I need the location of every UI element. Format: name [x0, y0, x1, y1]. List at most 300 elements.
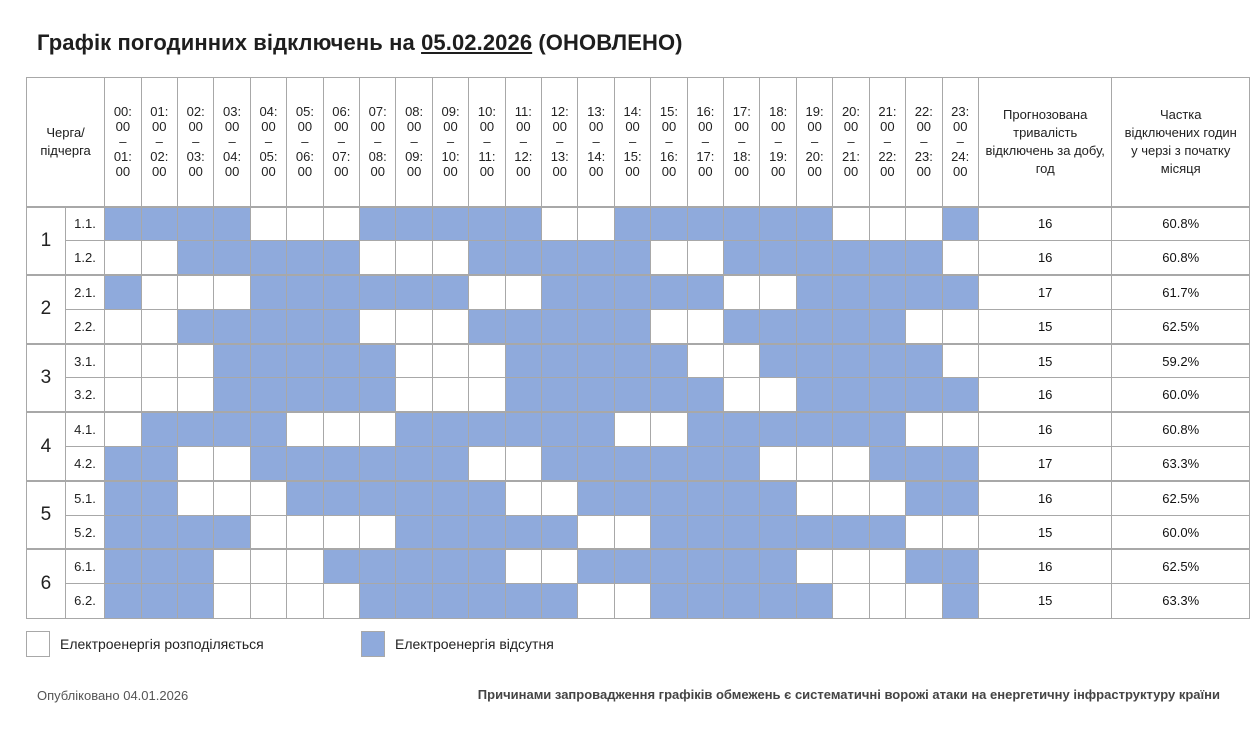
hour-cell-off: [396, 447, 432, 481]
hour-cell-off: [614, 309, 650, 343]
title-suffix: (ОНОВЛЕНО): [532, 30, 683, 55]
hour-cell-on: [141, 378, 177, 412]
share-value: 59.2%: [1112, 344, 1250, 378]
hour-from-m: 00: [479, 119, 495, 135]
table-row: [27, 447, 1250, 481]
hour-from-m: 00: [770, 119, 786, 135]
hour-cell-off: [942, 481, 978, 515]
share-value: 60.0%: [1112, 378, 1250, 412]
hour-to-h: 10:: [441, 149, 460, 165]
table-row: [27, 412, 1250, 446]
hour-cell-off: [651, 515, 687, 549]
hour-cell-on: [250, 207, 286, 241]
hour-cell-on: [505, 275, 541, 309]
hour-dash: –: [883, 134, 892, 150]
hour-cell-on: [833, 549, 869, 583]
hour-from-h: 02:: [186, 104, 205, 120]
hour-cell-on: [250, 549, 286, 583]
hour-to-m: 00: [588, 164, 604, 180]
hour-cell-on: [287, 207, 323, 241]
hour-cell-off: [396, 412, 432, 446]
hour-to-m: 00: [807, 164, 822, 180]
hour-cell-off: [614, 447, 650, 481]
hour-cell-on: [469, 447, 505, 481]
hour-cell-on: [432, 241, 468, 275]
hour-cell-on: [396, 378, 432, 412]
hour-cell-off: [432, 515, 468, 549]
hour-dash: –: [301, 134, 309, 150]
hour-cell-on: [578, 584, 614, 618]
hour-cell-on: [469, 344, 505, 378]
hour-dash: –: [337, 134, 345, 150]
hour-cell-off: [760, 412, 796, 446]
subqueue-label: 5.1.: [65, 481, 104, 515]
hour-cell-off: [432, 447, 468, 481]
share-header: Частка відключених годин у черзі з початку місяця: [1112, 78, 1250, 207]
hour-cell-off: [105, 275, 141, 309]
hour-from-m: 00: [152, 119, 167, 135]
hour-cell-off: [141, 584, 177, 618]
hour-cell-on: [578, 515, 614, 549]
hour-cell-off: [505, 378, 541, 412]
hour-cell-on: [360, 412, 396, 446]
hour-from-h: 14:: [623, 104, 642, 120]
hour-cell-off: [360, 378, 396, 412]
hour-from-h: 15:: [659, 104, 678, 120]
hour-cell-off: [942, 207, 978, 241]
hour-dash: –: [774, 134, 782, 150]
hour-cell-off: [651, 584, 687, 618]
hour-cell-off: [651, 344, 687, 378]
hour-header: [105, 78, 141, 207]
hour-cell-off: [687, 207, 723, 241]
hour-cell-off: [323, 481, 359, 515]
table-row: [27, 207, 1250, 241]
hour-cell-on: [177, 275, 213, 309]
hour-from-h: 18:: [769, 104, 788, 120]
hour-cell-off: [724, 241, 760, 275]
hour-to-h: 23:: [914, 149, 933, 165]
hour-cell-off: [250, 241, 286, 275]
hour-cell-off: [105, 549, 141, 583]
title-date: 05.02.2026: [421, 30, 533, 55]
hour-cell-off: [287, 481, 323, 515]
hour-cell-off: [469, 309, 505, 343]
table-row: [27, 378, 1250, 412]
hour-cell-on: [906, 515, 942, 549]
hour-cell-off: [141, 515, 177, 549]
hour-cell-off: [287, 447, 323, 481]
hour-cell-off: [469, 412, 505, 446]
hour-to-h: 22:: [878, 149, 897, 165]
queue-number: 1: [27, 207, 66, 276]
hour-cell-off: [578, 275, 614, 309]
hour-cell-on: [906, 584, 942, 618]
hour-cell-off: [250, 378, 286, 412]
duration-value: 16: [978, 549, 1112, 583]
hour-cell-off: [614, 344, 650, 378]
hour-cell-off: [250, 344, 286, 378]
schedule-body: [27, 207, 1250, 619]
share-value: 62.5%: [1112, 309, 1250, 343]
hour-cell-off: [724, 447, 760, 481]
hour-to-m: 00: [625, 164, 640, 180]
published-date: Опубліковано 04.01.2026: [37, 688, 189, 703]
hour-cell-on: [360, 241, 396, 275]
hour-header: [287, 78, 323, 207]
hour-cell-off: [578, 309, 614, 343]
hour-cell-off: [432, 207, 468, 241]
hour-header: [687, 78, 723, 207]
hour-header: [141, 78, 177, 207]
hour-cell-on: [360, 309, 396, 343]
subqueue-label: 2.1.: [65, 275, 104, 309]
hour-cell-off: [796, 378, 832, 412]
table-row: [27, 584, 1250, 618]
hour-cell-off: [396, 584, 432, 618]
hour-cell-on: [287, 412, 323, 446]
hour-cell-on: [214, 549, 250, 583]
hour-header: [724, 78, 760, 207]
hour-cell-off: [942, 378, 978, 412]
hour-cell-on: [323, 207, 359, 241]
share-value: 62.5%: [1112, 549, 1250, 583]
hour-to-m: 00: [334, 164, 349, 180]
hour-cell-on: [614, 412, 650, 446]
hour-cell-off: [542, 378, 578, 412]
hour-cell-off: [141, 412, 177, 446]
hour-cell-off: [796, 207, 832, 241]
hour-cell-on: [141, 309, 177, 343]
hour-cell-off: [796, 344, 832, 378]
hour-cell-off: [287, 344, 323, 378]
hour-cell-on: [833, 584, 869, 618]
subqueue-label: 5.2.: [65, 515, 104, 549]
hour-cell-off: [796, 584, 832, 618]
hour-to-m: 00: [552, 164, 567, 180]
hour-dash: –: [556, 134, 564, 150]
hour-from-h: 01:: [150, 104, 169, 120]
hour-cell-off: [833, 275, 869, 309]
hour-cell-off: [687, 378, 723, 412]
hour-cell-off: [724, 549, 760, 583]
hour-cell-off: [505, 344, 541, 378]
hour-to-m: 00: [297, 164, 313, 180]
hour-cell-off: [542, 515, 578, 549]
hour-to-m: 00: [516, 164, 531, 180]
hour-cell-on: [651, 309, 687, 343]
hour-cell-on: [651, 241, 687, 275]
hour-cell-off: [177, 207, 213, 241]
hour-cell-off: [214, 207, 250, 241]
hour-to-m: 00: [880, 164, 895, 180]
hour-cell-off: [942, 549, 978, 583]
hour-cell-off: [250, 275, 286, 309]
hour-cell-off: [287, 241, 323, 275]
hour-to-h: 19:: [769, 149, 788, 165]
hour-cell-on: [724, 344, 760, 378]
hour-from-m: 00: [916, 119, 932, 135]
hour-header: [177, 78, 213, 207]
hour-to-h: 13:: [550, 149, 569, 165]
hour-cell-off: [177, 584, 213, 618]
hour-from-m: 00: [115, 119, 131, 135]
hour-to-h: 24:: [951, 149, 970, 165]
hour-cell-off: [906, 378, 942, 412]
subqueue-label: 2.2.: [65, 309, 104, 343]
hour-dash: –: [956, 134, 964, 150]
hour-from-h: 12:: [550, 104, 569, 120]
hour-to-m: 00: [479, 164, 495, 180]
hour-cell-off: [760, 241, 796, 275]
hour-cell-on: [469, 378, 505, 412]
hour-dash: –: [519, 134, 527, 150]
hour-cell-on: [214, 447, 250, 481]
hour-header: [578, 78, 614, 207]
hour-from-h: 00:: [113, 104, 132, 120]
footer-note: Причинами запровадження графіків обмежень є систематичні ворожі атаки на енергетичну інфраструктуру країни: [477, 687, 1220, 702]
hour-cell-off: [833, 309, 869, 343]
hour-header: [469, 78, 505, 207]
hour-cell-on: [469, 275, 505, 309]
hour-cell-off: [651, 481, 687, 515]
hour-cell-off: [287, 309, 323, 343]
hour-cell-off: [323, 549, 359, 583]
hour-cell-off: [614, 481, 650, 515]
hour-cell-on: [250, 481, 286, 515]
hour-to-h: 06:: [295, 149, 314, 165]
hour-cell-on: [542, 207, 578, 241]
queue-number: 2: [27, 275, 66, 344]
hour-cell-off: [287, 378, 323, 412]
hour-from-m: 00: [588, 119, 604, 135]
hour-from-m: 00: [952, 119, 968, 135]
hour-cell-on: [796, 549, 832, 583]
hour-cell-on: [250, 515, 286, 549]
duration-value: 17: [978, 275, 1112, 309]
hour-to-m: 00: [115, 164, 131, 180]
hour-cell-on: [105, 309, 141, 343]
queue-number: 4: [27, 412, 66, 481]
subqueue-label: 1.2.: [65, 241, 104, 275]
hour-cell-off: [833, 241, 869, 275]
hour-cell-off: [432, 481, 468, 515]
hour-cell-off: [651, 378, 687, 412]
hour-cell-on: [323, 584, 359, 618]
hour-from-h: 07:: [368, 104, 387, 120]
hour-cell-on: [833, 207, 869, 241]
hour-cell-off: [796, 241, 832, 275]
hour-to-h: 03:: [186, 149, 205, 165]
queue-number: 5: [27, 481, 66, 550]
hour-to-h: 15:: [623, 149, 642, 165]
hour-to-h: 21:: [841, 149, 861, 165]
subqueue-label: 4.2.: [65, 447, 104, 481]
hour-cell-on: [287, 515, 323, 549]
hour-cell-off: [505, 309, 541, 343]
hour-from-h: 20:: [841, 104, 861, 120]
table-row: [27, 275, 1250, 309]
hour-cell-off: [687, 515, 723, 549]
hour-cell-on: [906, 412, 942, 446]
hour-cell-off: [760, 207, 796, 241]
hour-cell-off: [360, 207, 396, 241]
subqueue-label: 6.2.: [65, 584, 104, 618]
hour-cell-off: [360, 344, 396, 378]
hour-to-h: 17:: [696, 149, 715, 165]
hour-cell-on: [360, 515, 396, 549]
hour-cell-off: [614, 207, 650, 241]
hour-to-h: 11:: [478, 149, 496, 165]
hour-cell-off: [360, 584, 396, 618]
hour-cell-off: [360, 549, 396, 583]
queue-number: 3: [27, 344, 66, 413]
hour-from-m: 00: [880, 119, 895, 135]
hour-cell-on: [432, 378, 468, 412]
hour-header: [214, 78, 250, 207]
hour-dash: –: [410, 134, 418, 150]
hour-cell-on: [323, 515, 359, 549]
hour-cell-on: [760, 378, 796, 412]
hour-cell-off: [396, 275, 432, 309]
hour-from-h: 22:: [914, 104, 933, 120]
hour-cell-off: [651, 549, 687, 583]
hour-cell-off: [396, 515, 432, 549]
hour-from-m: 00: [224, 119, 240, 135]
subqueue-label: 6.1.: [65, 549, 104, 583]
hour-cell-on: [214, 275, 250, 309]
table-row: [27, 241, 1250, 275]
hour-cell-on: [177, 378, 213, 412]
duration-value: 15: [978, 309, 1112, 343]
hour-to-m: 00: [443, 164, 458, 180]
hour-cell-on: [141, 275, 177, 309]
hour-cell-off: [505, 241, 541, 275]
hour-cell-off: [177, 412, 213, 446]
hour-header: [942, 78, 978, 207]
hour-cell-off: [505, 207, 541, 241]
hour-cell-on: [432, 309, 468, 343]
hour-header: [396, 78, 432, 207]
hour-cell-off: [760, 584, 796, 618]
share-value: 60.8%: [1112, 207, 1250, 241]
hour-header: [651, 78, 687, 207]
hour-cell-on: [760, 447, 796, 481]
hour-cell-off: [469, 481, 505, 515]
hour-cell-off: [105, 207, 141, 241]
hour-to-m: 00: [661, 164, 677, 180]
hour-cell-on: [869, 584, 905, 618]
hour-to-h: 14:: [587, 149, 606, 165]
hour-cell-off: [214, 344, 250, 378]
hour-cell-off: [869, 447, 905, 481]
hour-to-m: 00: [952, 164, 968, 180]
hour-dash: –: [119, 134, 127, 150]
hour-cell-on: [396, 241, 432, 275]
hour-cell-off: [614, 241, 650, 275]
page-title: [37, 30, 683, 56]
hour-cell-off: [724, 207, 760, 241]
hour-cell-off: [105, 481, 141, 515]
hour-cell-off: [432, 584, 468, 618]
hour-cell-on: [942, 515, 978, 549]
hour-dash: –: [920, 134, 928, 150]
hour-to-h: 05:: [259, 149, 278, 165]
hour-cell-off: [177, 549, 213, 583]
hour-cell-off: [105, 584, 141, 618]
table-row: [27, 344, 1250, 378]
hour-cell-off: [687, 584, 723, 618]
hour-cell-on: [177, 447, 213, 481]
hour-cell-off: [542, 309, 578, 343]
hour-cell-off: [869, 412, 905, 446]
queue-header-line1: Черга/: [46, 124, 85, 140]
header-row: [27, 78, 1250, 207]
duration-value: 15: [978, 515, 1112, 549]
hour-cell-off: [869, 344, 905, 378]
hour-cell-on: [287, 584, 323, 618]
hour-cell-on: [942, 309, 978, 343]
hour-cell-off: [141, 549, 177, 583]
hour-cell-off: [323, 309, 359, 343]
hour-from-m: 00: [552, 119, 567, 135]
hour-cell-off: [141, 207, 177, 241]
hour-from-h: 21:: [878, 104, 897, 120]
hour-cell-off: [105, 447, 141, 481]
hour-cell-off: [469, 241, 505, 275]
hour-from-h: 04:: [259, 104, 278, 120]
hour-cell-off: [360, 275, 396, 309]
hour-header: [323, 78, 359, 207]
hour-cell-off: [542, 447, 578, 481]
duration-header: Прогнозована тривалість відключень за добу, год: [978, 78, 1112, 207]
hour-cell-off: [578, 549, 614, 583]
hour-cell-off: [141, 447, 177, 481]
hour-cell-off: [214, 515, 250, 549]
hour-from-h: 23:: [951, 104, 970, 120]
hour-cell-off: [323, 275, 359, 309]
hour-cell-off: [578, 481, 614, 515]
hour-cell-off: [542, 584, 578, 618]
hour-cell-on: [396, 344, 432, 378]
hour-to-m: 00: [224, 164, 240, 180]
hour-from-m: 00: [516, 119, 531, 135]
hour-header: [833, 78, 869, 207]
hour-cell-off: [942, 447, 978, 481]
hour-cell-on: [105, 344, 141, 378]
share-value: 60.0%: [1112, 515, 1250, 549]
schedule-table: [26, 77, 1250, 619]
hour-cell-off: [760, 309, 796, 343]
hour-dash: –: [847, 134, 855, 150]
subqueue-label: 3.1.: [65, 344, 104, 378]
hour-cell-on: [760, 275, 796, 309]
hour-cell-on: [687, 241, 723, 275]
hour-cell-off: [760, 344, 796, 378]
hour-dash: –: [446, 134, 455, 150]
hour-to-m: 00: [261, 164, 276, 180]
subqueue-label: 4.1.: [65, 412, 104, 446]
hour-from-h: 16:: [696, 104, 715, 120]
table-row: [27, 515, 1250, 549]
hour-cell-on: [687, 344, 723, 378]
hour-to-h: 18:: [732, 149, 751, 165]
hour-cell-off: [141, 481, 177, 515]
share-value: 60.8%: [1112, 241, 1250, 275]
share-value: 62.5%: [1112, 481, 1250, 515]
hour-cell-on: [833, 447, 869, 481]
hour-cell-on: [906, 309, 942, 343]
